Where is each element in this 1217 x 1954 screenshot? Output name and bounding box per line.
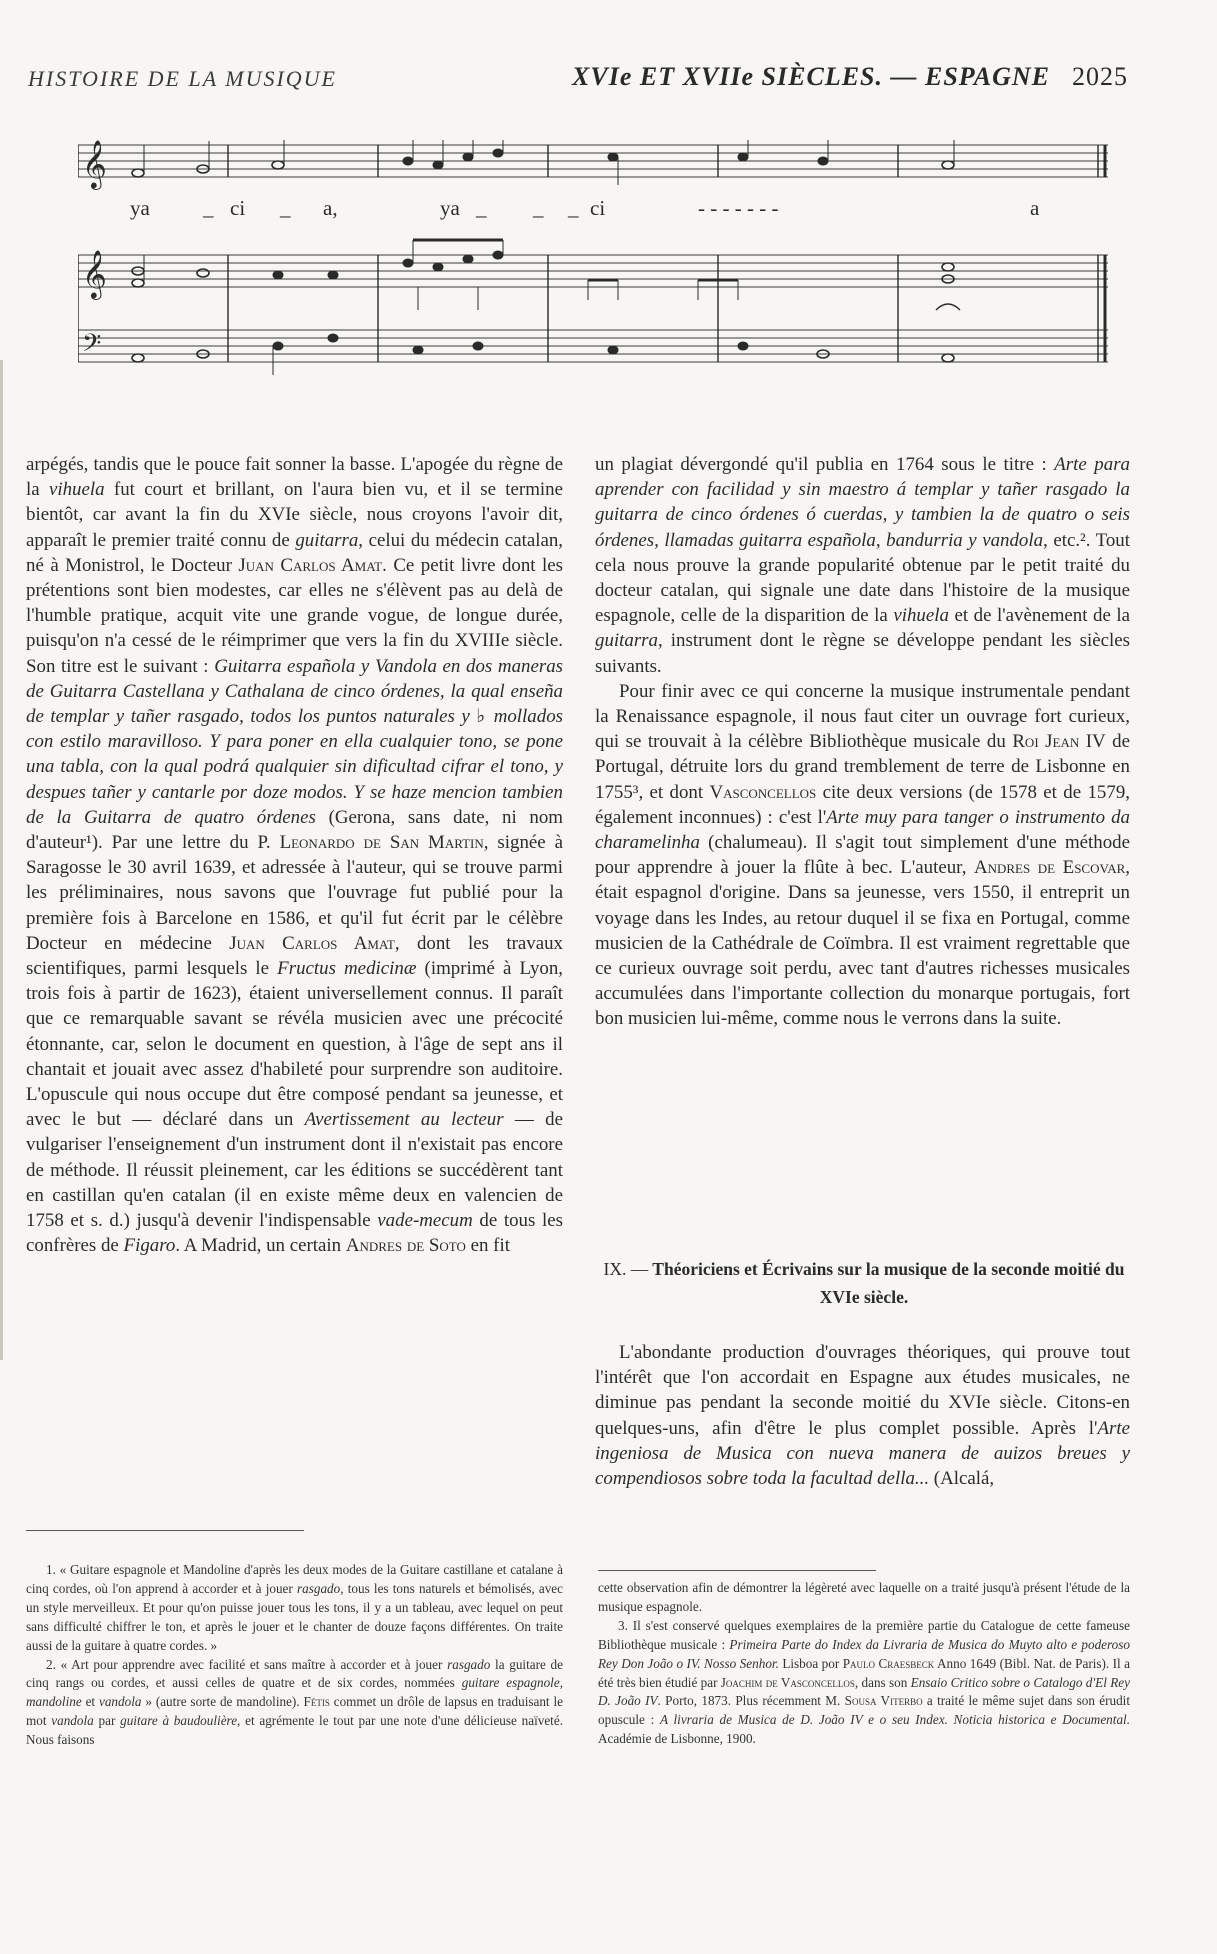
treble-clef-icon: 𝄞 — [82, 249, 107, 298]
left-column — [26, 452, 563, 1259]
lyric-syllable: ci — [230, 196, 246, 220]
section-running-title: XVIe ET XVIIe SIÈCLES. — ESPAGNE — [572, 62, 1050, 91]
footnotes-left — [26, 1561, 563, 1750]
paragraph: Pour finir avec ce qui concerne la musique instrumentale pendant la Renaissance espagnole, il nous faut citer un ouvrage fort curieux, qui se trouvait à la célèbre Bibliothèque musicale du Roi Jean IV de Portugal, détruite lors du grand tremblement de terre de Lisbonne en 1755³, et dont Vasconcellos cite deux versions (de 1578 et de 1579, également inconnues) : c'est l'Arte muy para tanger o instrumento da charamelinha (chalumeau). Il s'agit tout simplement d'une méthode pour apprendre à jouer la flûte à bec. L'auteur, Andres de Escovar, était espagnol d'origine. Dans sa jeunesse, vers 1550, il entreprit un voyage dans les Indes, au retour duquel il se fixa en Portugal, comme musicien de la Cathédrale de Coïmbra. Il est vraiment regrettable que ce curieux ouvrage soit perdu, avec tant d'autres richesses musicales accumulées dans l'importante collection du monarque portugais, fort bon musicien lui-même, comme nous le verrons dans la suite. — [595, 680, 1130, 1030]
section-number: IX. — — [603, 1259, 649, 1279]
barlines — [78, 145, 1105, 362]
footnote-rule — [598, 1570, 876, 1571]
footnote: 3. Il s'est conservé quelques exemplaires de la première partie du Catalogue de cette fameuse Bibliothèque musicale : Primeira Parte do Index da Livraria de Musica do Muyto alto e poderoso Rey Don João o IV. Nosso Senhor. Lisboa por Paulo Craesbeck Anno 1649 (Bibl. Nat. de Paris). Il a été très bien étudié par Joachim de Vasconcellos, dans son Ensaio Critico sobre o Catalogo d'El Rey D. João IV. Porto, 1873. Plus récemment M. Sousa Viterbo a traité le même sujet dans son érudit opuscule : A livraria de Musica de D. João IV e o seu Index. Noticia historica e Documental. Académie de Lisbonne, 1900. — [598, 1617, 1131, 1747]
lyric-hyphen: _ — [568, 196, 579, 220]
bass-clef-icon: 𝄢 — [82, 329, 102, 364]
lyric-hyphen: _ — [280, 196, 291, 220]
lyric-hyphen: _ — [203, 196, 214, 220]
footnote: 2. « Art pour apprendre avec facilité et sans maître à accorder et à jouer rasgado la guitare de cinq rangs ou cordes, et aussi celles de quatre et de six cordes, nommées guitare espagnole, mandoline et vandola » (autre sorte de mandoline). Fétis commet un drôle de lapsus en traduisant le mot vandola par guitare à baudoulière, et agrémente le tout par une note d'une délicieuse naïveté. Nous faisons — [26, 1656, 564, 1748]
lyric-hyphen: - - - - - - - — [698, 196, 779, 220]
lyric-syllable: ya — [440, 196, 460, 220]
footnotes-right — [598, 1579, 1130, 1749]
footnote-continued: cette observation afin de démontrer la légèreté avec laquelle on a traité jusqu'à présent l'étude de la musique espagnole. — [598, 1580, 1130, 1614]
lyric-syllable: ci — [590, 196, 606, 220]
lyrics — [130, 196, 1040, 220]
lyric-hyphen: _ — [533, 196, 544, 220]
paragraph: un plagiat dévergondé qu'il publia en 1764 sous le titre : Arte para aprender con facilidad y sin maestro á templar y tañer rasgado la guitarra de cinco órdenes ó cuerdas, y tambien la de quatro o seis órdenes, llamadas guitarra española, bandurria y vandola, etc.². Tout cela nous prouve la grande popularité obtenue par le petit traité du docteur catalan, qui signale une date dans l'histoire de la musique espagnole, celle de la disparition de la vihuela et de l'avènement de la guitarra, instrument dont le règne se développe pendant les siècles suivants. — [595, 454, 1130, 677]
footnote-rule — [26, 1530, 304, 1531]
piano-treble-staff — [78, 255, 1108, 287]
treble-clef-icon: 𝄞 — [82, 140, 107, 188]
page-header — [28, 62, 1128, 96]
paragraph: arpégés, tandis que le pouce fait sonner la basse. L'apogée du règne de la vihuela fut court et brillant, on l'aura bien vu, et il se termine bientôt, car avant la fin du XVIe siècle, nous croyons l'avoir dit, apparaît le premier traité connu de guitarra, celui du médecin catalan, né à Monistrol, le Docteur Juan Carlos Amat. Ce petit livre dont les prétentions sont bien modestes, car elles ne s'élèvent pas au delà de l'humble pratique, acquit vite une grande vogue, de longue durée, puisqu'on n'a cessé de le réimprimer que vers la fin du XVIIIe siècle. Son titre est le suivant : Guitarra española y Vandola en dos maneras de Guitarra Castellana y Cathalana de cinco órdenes, la qual enseña de templar y tañer rasgado, todos los puntos naturales y ♭ mollados con estilo maravilloso. Y para poner en ella cualquier tono, se pone una tabla, con la qual podrá qualquier sin dificultad cifrar el tono, y despues tañer y cantarle por doze modos. Y se haze mencion tambien de la Guitarra de quatro órdenes (Gerona, sans date, ni nom d'auteur¹). Par une lettre du P. Leonardo de San Martin, signée à Saragosse le 30 avril 1639, et adressée à l'auteur, qui se trouve parmi les préliminaires, nous savons que l'ouvrage fut publié pour la première fois à Barcelone en 1586, et qu'il fut écrit par le célèbre Docteur en médecine Juan Carlos Amat, dont les travaux scientifiques, parmi lesquels le Fructus medicinæ (imprimé à Lyon, trois fois à partir de 1623), étaient universellement connus. Il paraît que ce remarquable savant se révéla musicien avec une précocité étonnante, car, selon le document en question, à l'âge de sept ans il chantait et jouait avec assez d'habileté pour surprendre son auditoire. L'opuscule qui nous occupe dut être composé pendant sa jeunesse, et avec le but — déclaré dans un Avertissement au lecteur — de vulgariser l'enseignement d'un instrument dont il n'existait pas encore de méthode. Il réussit pleinement, car les éditions se succédèrent tant en castillan qu'en catalan (il en existe même deux en valencien de 1758 et s. d.) jusqu'à devenir l'indispensable vade-mecum de tous les confrères de Figaro. A Madrid, un certain Andres de Soto en fit — [26, 454, 564, 1257]
footnote: 1. « Guitare espagnole et Mandoline d'après les deux modes de la Guitare castillane et catalane à cinq cordes, où l'on apprend à accorder et à jouer rasgado, tous les tons naturels et bémolisés, avec un style merveilleux. Et pour qu'on puisse jouer tous les tons, il y a un tableau, avec lequel on peut sans difficulté chiffrer le ton, et après le jouer et le chanter de douze façons différentes. On traite aussi de la guitare à quatre cordes. » — [26, 1562, 563, 1653]
music-score — [78, 140, 1108, 390]
lyric-hyphen: _ — [476, 196, 487, 220]
section-heading — [598, 1255, 1130, 1311]
section-title: Théoriciens et Écrivains sur la musique de la seconde moitié du XVIe siècle. — [652, 1259, 1125, 1307]
voice-notes — [132, 140, 954, 185]
lyric-syllable: a, — [323, 196, 338, 220]
running-title-left: HISTOIRE DE LA MUSIQUE — [28, 66, 337, 91]
lyric-syllable: a — [1030, 196, 1040, 220]
running-title-right — [572, 62, 1128, 92]
page-number: 2025 — [1072, 62, 1128, 91]
piano-notes — [132, 140, 960, 375]
right-column — [595, 452, 1130, 1032]
page-edge-shadow — [0, 360, 3, 1360]
right-column-continued — [595, 1340, 1130, 1491]
paragraph: L'abondante production d'ouvrages théoriques, qui prouve tout l'intérêt que l'on accordait en Espagne aux études musicales, ne diminue pas pendant la seconde moitié du XVIe siècle. Citons-en quelques-uns, afin d'être le plus complet possible. Après l'Arte ingeniosa de Musica con nueva manera de auizos breues y compendiosos sobre toda la facultad della... (Alcalá, — [595, 1342, 1130, 1490]
lyric-syllable: ya — [130, 196, 150, 220]
